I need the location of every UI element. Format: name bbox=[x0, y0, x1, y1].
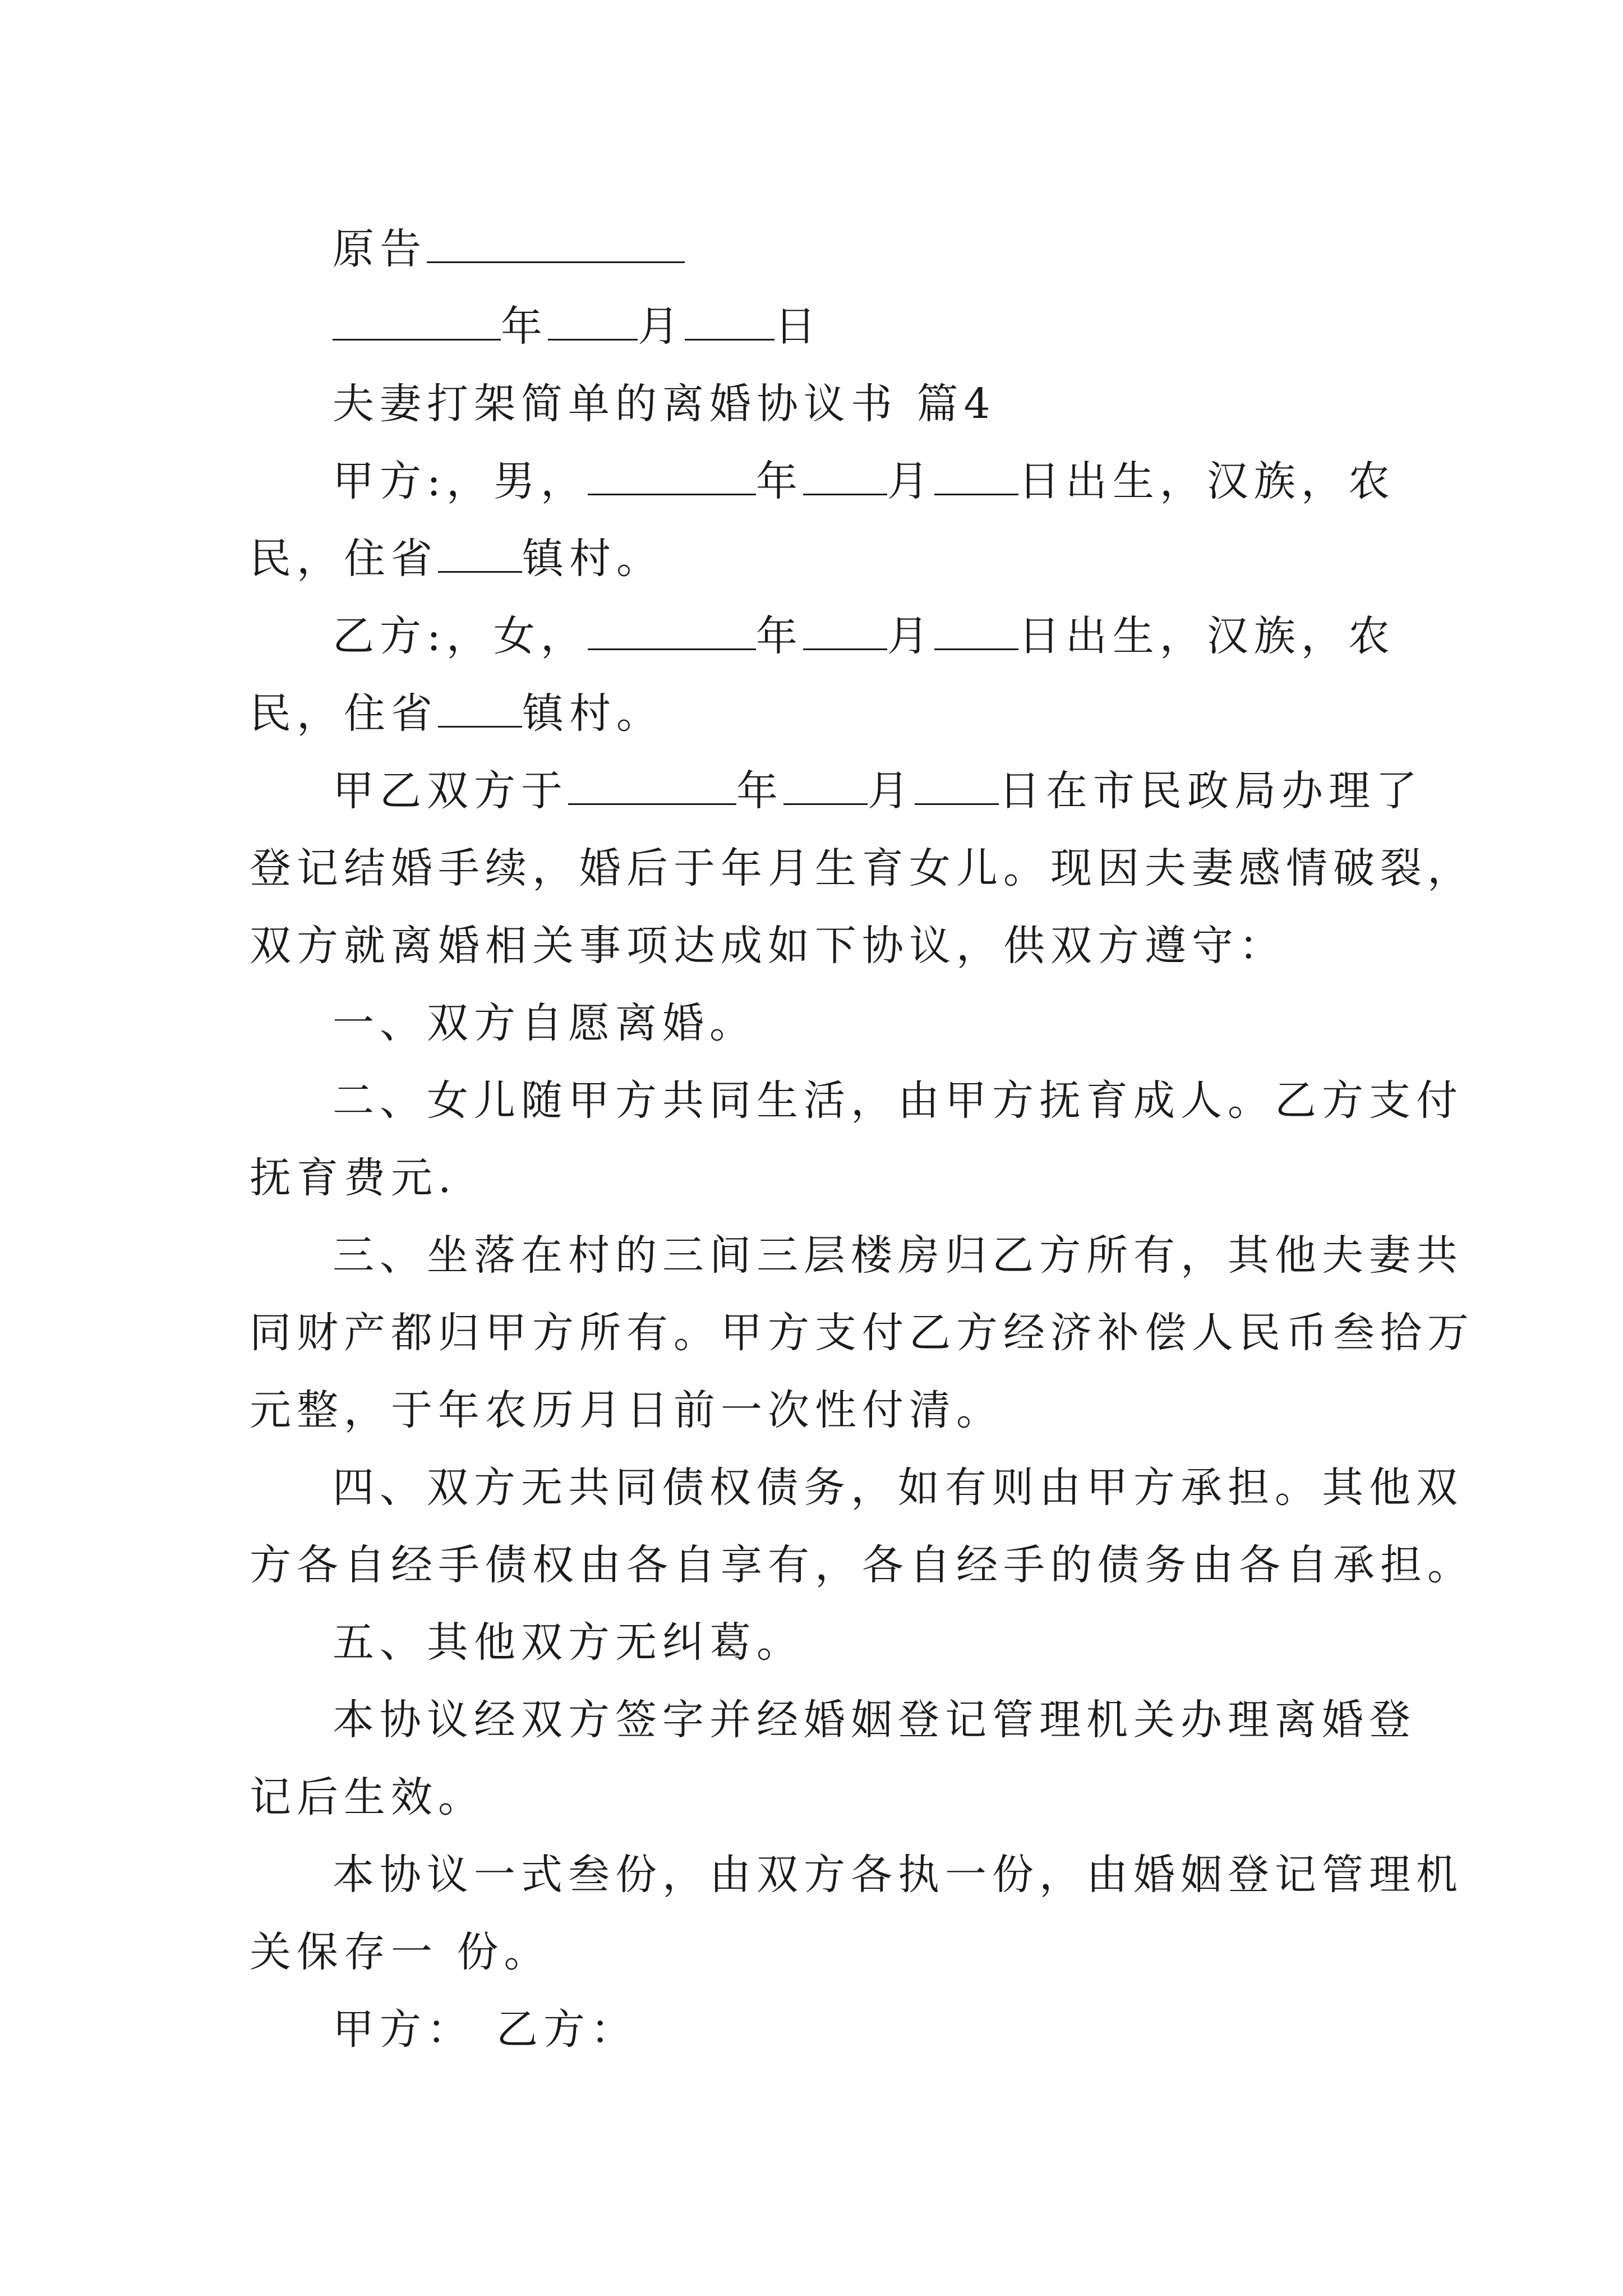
plaintiff-label: 原告 bbox=[333, 225, 427, 273]
marriage-year-label: 年 bbox=[736, 767, 783, 815]
marriage-suffix: 日在市民政局办理了 bbox=[999, 767, 1423, 815]
party-b-birth-suffix: 日出生，汉族，农 bbox=[1018, 612, 1395, 660]
effect-line-1: 本协议经双方签字并经婚姻登记管理机关办理离婚登 bbox=[333, 1696, 1416, 1744]
marriage-line-3: 双方就离婚相关事项达成如下协议，供双方遵守： bbox=[250, 922, 1286, 970]
signature-party-b: 乙方： bbox=[496, 2005, 638, 2054]
marriage-line-2: 登记结婚手续，婚后于年月生育女儿。现因夫妻感情破裂， bbox=[250, 844, 1474, 892]
party-b-day-blank bbox=[934, 611, 1018, 650]
party-a-day-blank bbox=[934, 457, 1018, 495]
party-b-year-blank bbox=[588, 611, 756, 650]
clause-2-line-1: 二、女儿随甲方共同生活，由甲方抚育成人。乙方支付 bbox=[333, 1076, 1463, 1125]
date-line bbox=[250, 288, 1394, 365]
effect-line-2: 记后生效。 bbox=[250, 1773, 485, 1821]
date-year-blank bbox=[333, 302, 501, 341]
marriage-line-1 bbox=[250, 752, 1423, 830]
party-b-town-blank bbox=[438, 689, 522, 728]
party-b-line-1 bbox=[250, 597, 1394, 675]
party-a-town-blank bbox=[438, 534, 522, 573]
marriage-day-blank bbox=[915, 766, 999, 805]
party-a-year-blank bbox=[588, 457, 756, 495]
date-month-blank bbox=[548, 302, 638, 341]
party-a-line-2 bbox=[250, 520, 1394, 597]
clause-3-line-1: 三、坐落在村的三间三层楼房归乙方所有，其他夫妻共 bbox=[333, 1231, 1463, 1280]
party-a-prefix: 甲方:，男， bbox=[333, 457, 588, 505]
date-day-label: 日 bbox=[774, 302, 822, 351]
party-b-address-suffix: 镇村。 bbox=[522, 689, 663, 738]
marriage-prefix: 甲乙双方于 bbox=[333, 767, 568, 815]
clause-2-line-2: 抚育费元. bbox=[250, 1154, 457, 1202]
party-b-address-prefix: 民，住省 bbox=[250, 689, 438, 738]
party-b-line-2 bbox=[250, 675, 1394, 752]
clause-4-line-2: 方各自经手债权由各自享有，各自经手的债务由各自承担。 bbox=[250, 1541, 1474, 1589]
clause-5: 五、其他双方无纠葛。 bbox=[333, 1618, 804, 1667]
clause-1: 一、双方自愿离婚。 bbox=[333, 999, 757, 1047]
clause-4-line-1: 四、双方无共同债权债务，如有则由甲方承担。其他双 bbox=[333, 1464, 1463, 1512]
party-a-month-blank bbox=[803, 457, 887, 495]
plaintiff-line bbox=[250, 210, 1394, 288]
section-heading: 夫妻打架简单的离婚协议书 篇4 bbox=[333, 380, 996, 428]
clause-3-line-3: 元整，于年农历月日前一次性付清。 bbox=[250, 1386, 1003, 1434]
copies-line-2: 关保存一 份。 bbox=[250, 1928, 551, 1976]
marriage-month-label: 月 bbox=[868, 767, 915, 815]
date-month-label: 月 bbox=[638, 302, 685, 351]
agreement-body bbox=[250, 210, 1474, 2068]
party-b-prefix: 乙方:，女， bbox=[333, 612, 588, 660]
date-day-blank bbox=[685, 302, 774, 341]
party-a-line-1 bbox=[250, 443, 1394, 520]
party-a-address-suffix: 镇村。 bbox=[522, 535, 663, 583]
party-b-year-label: 年 bbox=[755, 612, 803, 660]
copies-line-1: 本协议一式叁份，由双方各执一份，由婚姻登记管理机 bbox=[333, 1851, 1463, 1899]
party-b-month-label: 月 bbox=[887, 612, 934, 660]
party-a-month-label: 月 bbox=[887, 457, 934, 505]
plaintiff-blank bbox=[427, 224, 685, 263]
party-a-birth-suffix: 日出生，汉族，农 bbox=[1018, 457, 1395, 505]
signature-party-a: 甲方： bbox=[333, 2005, 474, 2054]
marriage-year-blank bbox=[568, 766, 736, 805]
signature-line bbox=[250, 1991, 1394, 2068]
marriage-month-blank bbox=[783, 766, 868, 805]
party-a-year-label: 年 bbox=[755, 457, 803, 505]
party-b-month-blank bbox=[803, 611, 887, 650]
clause-3-line-2: 同财产都归甲方所有。甲方支付乙方经济补偿人民币叁拾万 bbox=[250, 1309, 1474, 1357]
party-a-address-prefix: 民，住省 bbox=[250, 535, 438, 583]
date-year-label: 年 bbox=[501, 302, 548, 351]
